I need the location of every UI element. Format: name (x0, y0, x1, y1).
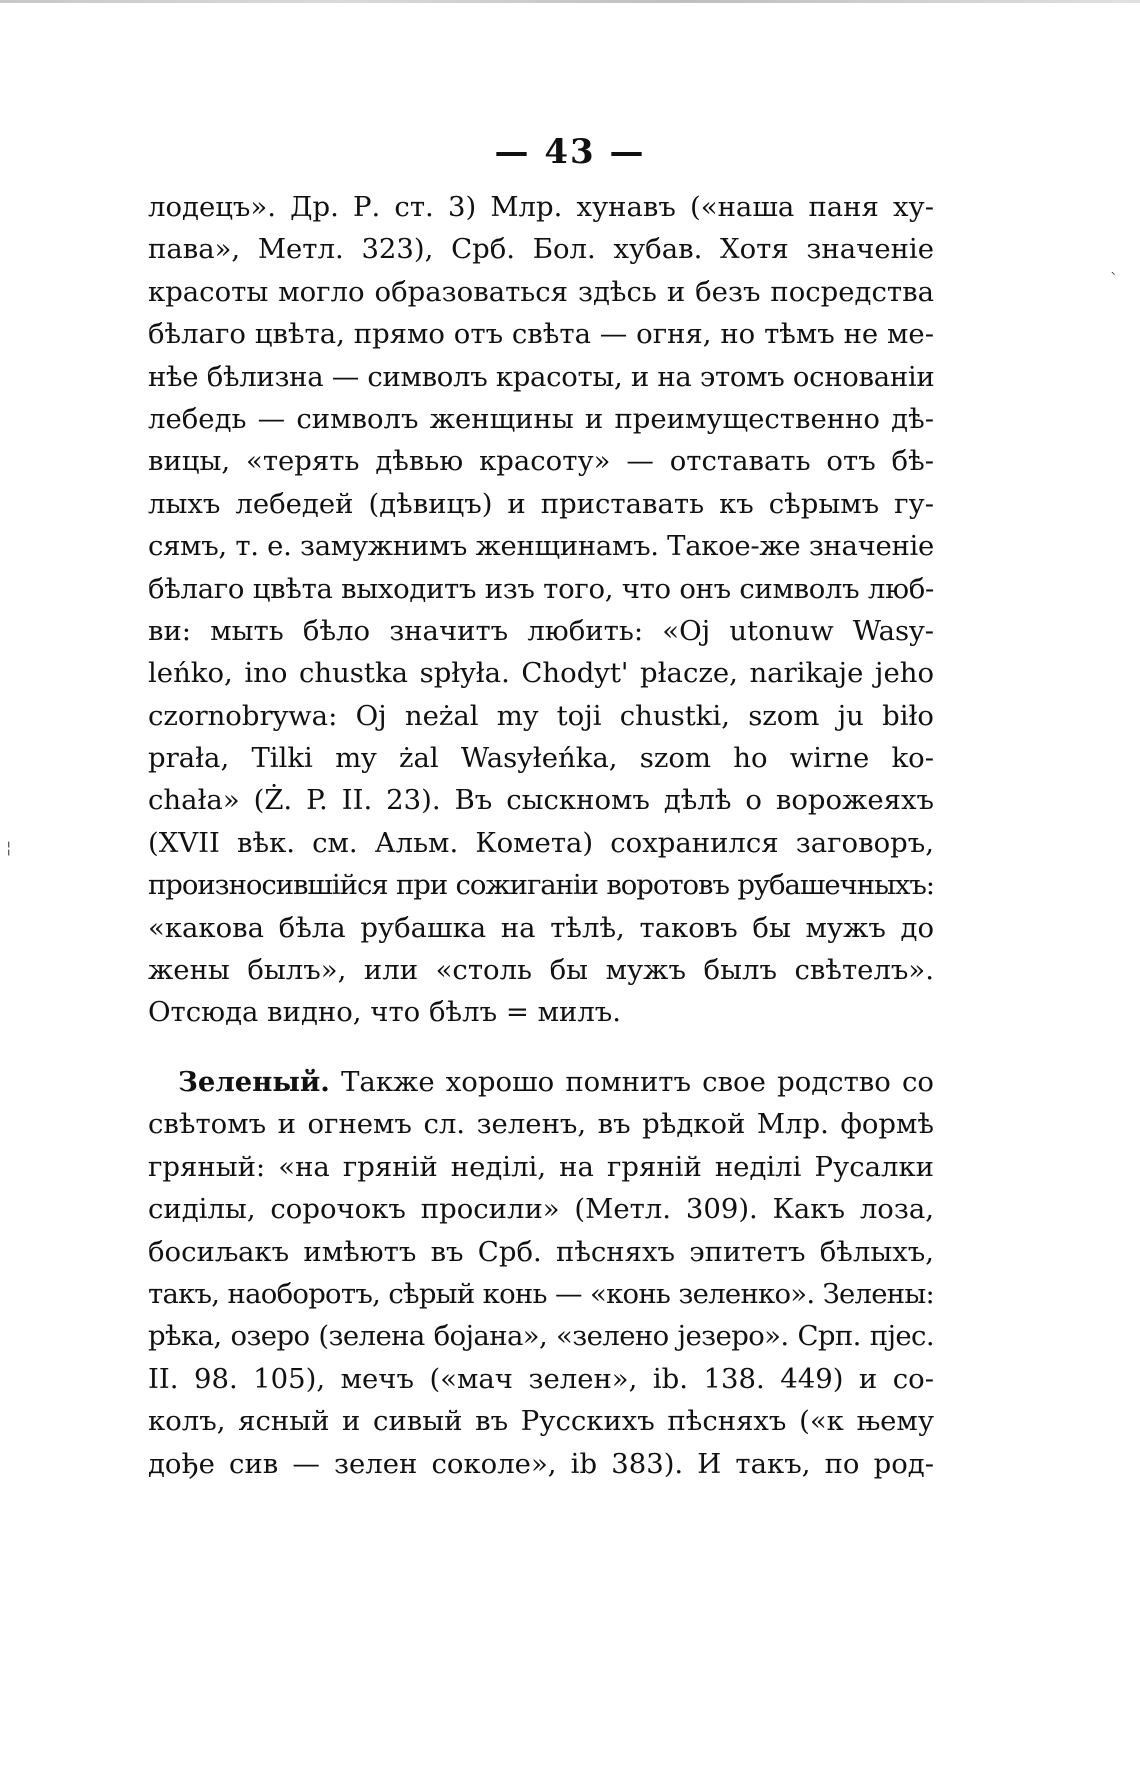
text-line: колъ, ясный и сивый въ Русскихъ пѣсняхъ («к њему (148, 1405, 934, 1438)
paragraph-2 (148, 1061, 934, 1485)
text-line: лебедь — символъ женщины и преимущественно дѣ- (148, 402, 934, 435)
text-line: chała» (Ż. P. II. 23). Въ сыскномъ дѣлѣ о ворожеяхъ (148, 784, 934, 817)
text-line: II. 98. 105), мечъ («мач зелен», ib. 138. 449) и со- (148, 1362, 934, 1395)
margin-mark: ` (1110, 270, 1118, 289)
text-line: красоты могло образоваться здѣсь и безъ посредства (148, 275, 934, 308)
text-line: сиділы, сорочокъ просили» (Метл. 309). Какъ лоза, (148, 1193, 934, 1226)
text-line: «какова бѣла рубашка на тѣлѣ, таковъ бы мужъ до (148, 911, 934, 944)
text-line: жены былъ», или «столь бы мужъ былъ свѣтелъ». (148, 954, 934, 987)
page-number: — 43 — (494, 132, 646, 172)
text-line: вицы, «терять дѣвью красоту» — отставать отъ бѣ- (148, 445, 934, 478)
text-line: пава», Метл. 323), Срб. Бол. хубав. Хотя значеніе (148, 233, 934, 266)
text-span: Также хорошо помнитъ свое родство со (341, 1066, 934, 1098)
text-line: лодецъ». Др. Р. ст. 3) Млр. хунавъ («наша паня ху- (148, 191, 934, 223)
text-line: дође сив — зелен соколе», ib 383). И такъ, по род- (148, 1447, 934, 1480)
text-line: бѣлаго цвѣта, прямо отъ свѣта — огня, но тѣмъ не ме- (148, 318, 934, 351)
scan-edge (0, 0, 1140, 3)
text-line: бѣлаго цвѣта выходитъ изъ того, что онъ символъ люб- (148, 572, 934, 605)
text-line: нѣе бѣлизна — символъ красоты, и на этомъ основаніи (148, 360, 934, 393)
text-line: такъ, наоборотъ, сѣрый конь — «конь зеленко». Зелены: (148, 1277, 934, 1310)
head-word: Зеленый. (178, 1066, 330, 1098)
text-line: Отсюда видно, что бѣлъ = милъ. (148, 996, 622, 1029)
text-line: сямъ, т. е. замужнимъ женщинамъ. Такое-же значеніе (148, 530, 934, 563)
text-line: босиљакъ имѣютъ въ Срб. пѣсняхъ эпитетъ бѣлыхъ, (148, 1235, 934, 1268)
text-line: prała, Tilki my żal Wasyłeńka, szom ho wirne ko- (148, 742, 934, 775)
margin-mark: ¦ (6, 838, 12, 857)
text-line: czornobrywa: Oj neżal my toji chustki, szom ju biło (148, 699, 934, 732)
text-line (148, 1061, 934, 1103)
text-line: ви: мыть бѣло значитъ любить: «Oj utonuw Wasy- (148, 614, 934, 647)
paragraph-1 (148, 186, 934, 1034)
text-line: свѣтомъ и огнемъ сл. зеленъ, въ рѣдкой Млр. формѣ (148, 1108, 934, 1141)
text-line: произносившійся при сожиганіи воротовъ рубашечныхъ: (148, 869, 934, 902)
text-line: рѣка, озеро (зелена бојана», «зелено језеро». Срп. пјес. (148, 1320, 934, 1353)
text-line: (XVII вѣк. см. Альм. Комета) сохранился заговоръ, (148, 826, 934, 859)
text-line: гряный: «на гряній неділі, на гряній неділі Русалки (148, 1150, 934, 1183)
text-line: leńko, ino chustka spłyła. Chodyt' płacze, narikaje jeho (148, 657, 934, 690)
text-line: лыхъ лебедей (дѣвицъ) и приставать къ сѣрымъ гу- (148, 487, 934, 520)
